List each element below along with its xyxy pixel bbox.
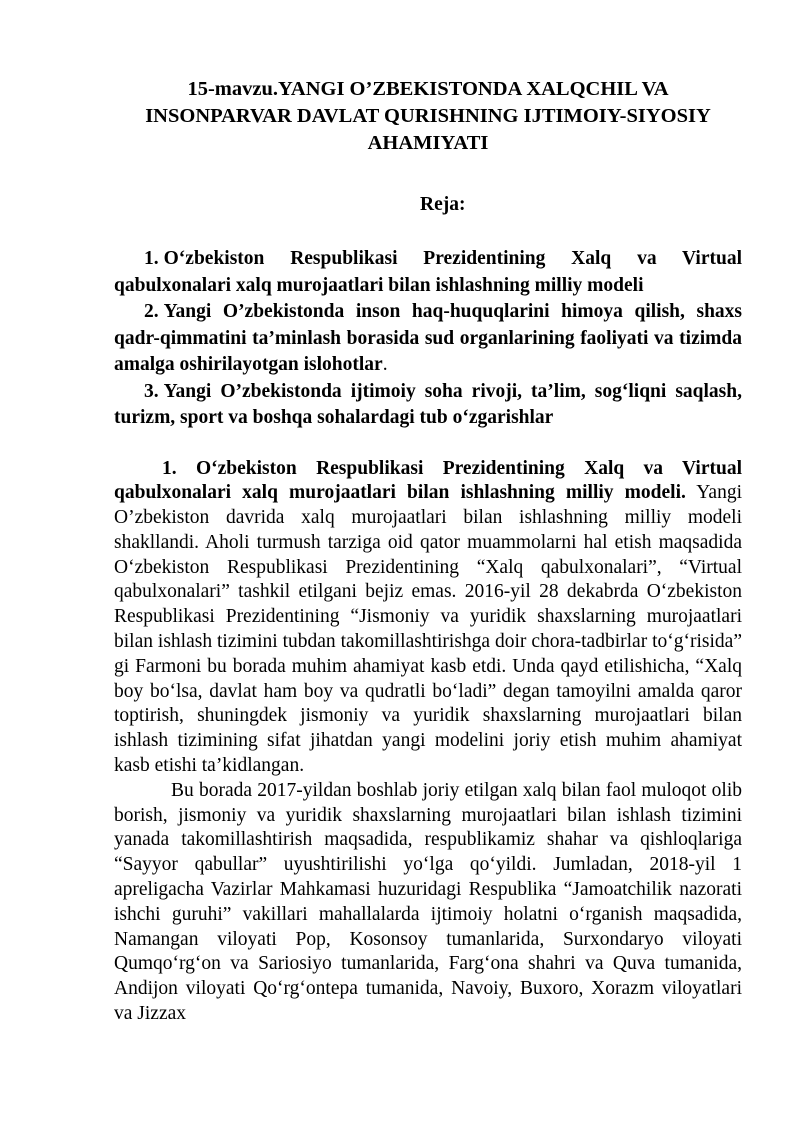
- plan-item-3: [114, 379, 742, 432]
- plan-item-number: 3.: [144, 380, 159, 402]
- page-title: 15-mavzu.YANGI O’ZBEKISTONDA XALQCHIL VA INSONPARVAR DAVLAT QURISHNING IJTIMOIY-SIYOSIY AHAMIYATI: [145, 78, 711, 154]
- plan-item-2: [114, 299, 742, 379]
- document-page: [114, 76, 742, 1027]
- section-1: [114, 457, 742, 1027]
- plan-item-tail: .: [382, 354, 388, 375]
- body-paragraph-1: [114, 457, 742, 779]
- plan-item-number: 2.: [144, 301, 159, 322]
- plan-item-text: O‘zbekiston Respublikasi Prezidentining Xalq va Virtual qabulxonalari xalq murojaatlari bilan ishlashning milliy modeli: [114, 248, 742, 296]
- body-paragraph-2: Bu borada 2017-yildan boshlab joriy etilgan xalq bilan faol muloqot olib borish, jismoniy va yuridik shaxslarning murojaatlari bilan ishlash tizimini yanada takomillashtirish maqsadida, respublikamiz shahar va qishloqlariga “Sayyor qabullar” uyushtirilishi yo‘lga qo‘yildi. Jumladan, 2018-yil 1 apreligacha Vazirlar Mahkamasi huzuridagi Respublika “Jamoatchilik nazorati ishchi guruhi” vakillari mahallalarda ijtimoiy holatni o‘rganish maqsadida, Namangan viloyati Pop, Kosonsoy tumanlarida, Surxondaryo viloyati Qumqo‘rg‘on va Sariosiyo tumanlarida, Farg‘ona shahri va Quva tumanida, Andijon viloyati Qo‘rg‘ontepa tumanida, Navoiy, Buxoro, Xorazm viloyatlari va Jizzax: [114, 779, 742, 1025]
- section-heading: 1. O‘zbekiston Respublikasi Prezidentining Xalq va Virtual qabulxonalari xalq murojaatlari bilan ishlashning milliy modeli.: [114, 457, 742, 504]
- plan-item-text: Yangi O’zbekistonda ijtimoiy soha rivoji, ta’lim, sog‘liqni saqlash, turizm, sport va boshqa sohalardagi tub o‘zgarishlar: [114, 380, 742, 428]
- plan-list: [114, 246, 742, 432]
- plan-heading: Reja:: [420, 194, 466, 215]
- paragraph-text: Yangi O’zbekiston davrida xalq murojaatlari bilan ishlashning milliy modeli shakllandi. Aholi turmush tarziga oid qator muammolarni hal etish maqsadida O‘zbekiston Respublikasi Prezidentining “Xalq qabulxonalari”, “Virtual qabulxonalari” tashkil etilgani bejiz emas. 2016-yil 28 dekabrda O‘zbekiston Respublikasi Prezidentining “Jismoniy va yuridik shaxslarning murojaatlari bilan ishlash tizimini tubdan takomillashtirishga doir chora-tadbirlar to‘g‘risida” gi Farmoni bu borada muhim ahamiyat kasb etdi. Unda qayd etilishicha, “Xalq boy bo‘lsa, davlat ham boy va qudratli bo‘ladi” degan tamoyilni amalda qaror toptirish, shuningdek jismoniy va yuridik shaxslarning murojaatlari bilan ishlash tizimining sifat jihatdan yangi modelini joriy etish muhim ahamiyat kasb etishi ta’kidlangan.: [114, 482, 742, 777]
- plan-item-1: [114, 246, 742, 299]
- plan-item-number: 1.: [144, 248, 159, 269]
- plan-item-text: Yangi O’zbekistonda inson haq-huquqlarini himoya qilish, shaxs qadr-qimmatini ta’minlash borasida sud organlarining faoliyati va tizimda amalga oshirilayotgan islohotlar: [114, 301, 742, 375]
